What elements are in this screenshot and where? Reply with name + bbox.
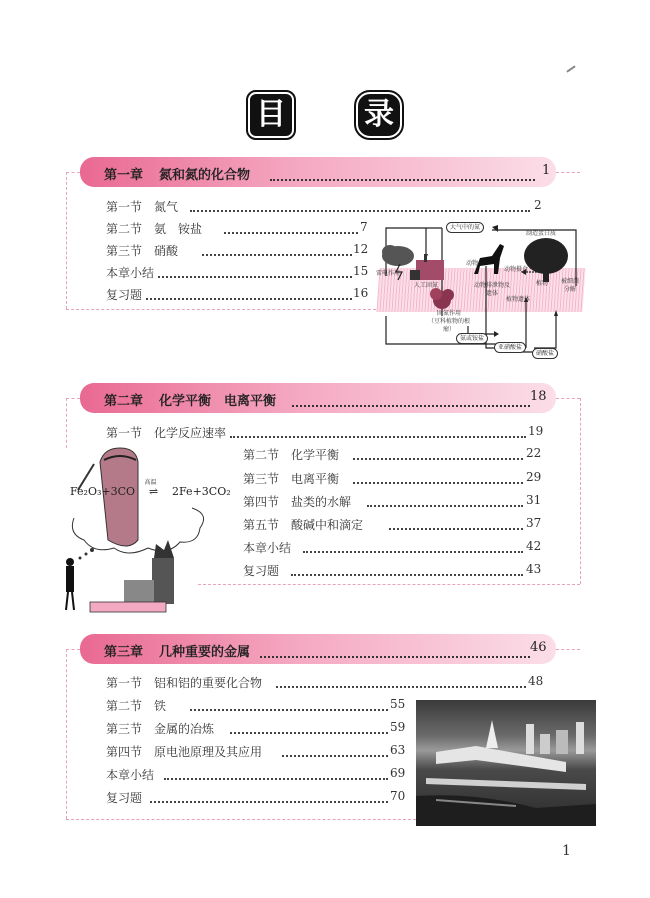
entry-page: 43 bbox=[526, 562, 542, 576]
chapter-page: 18 bbox=[530, 389, 547, 404]
photo-shapes bbox=[416, 700, 596, 826]
chapter-title bbox=[104, 641, 250, 660]
leader-dots bbox=[367, 496, 523, 507]
toc-entry[interactable]: 第二节 化学平衡 22 bbox=[243, 446, 542, 462]
toc-entry[interactable]: 第三节 硝酸 12 bbox=[106, 242, 369, 258]
toc-entry[interactable]: 本章小结 42 bbox=[243, 539, 542, 555]
chapter-name: 氮和氮的化合物 bbox=[159, 168, 251, 183]
label-fixation: 固氮作用 （豆科植物的根瘤） bbox=[427, 310, 470, 333]
leader-dots bbox=[282, 746, 388, 757]
page-number: 1 bbox=[562, 843, 571, 859]
entry-page: 2 bbox=[534, 198, 542, 212]
entry-page: 63 bbox=[390, 743, 406, 757]
entry-page: 29 bbox=[526, 470, 542, 484]
leader-dots bbox=[292, 391, 530, 407]
node-nitrate: 硝酸盐 bbox=[532, 348, 558, 359]
leader-dots bbox=[270, 165, 535, 181]
leader-dots bbox=[303, 542, 523, 553]
chapter-name: 化学平衡 电离平衡 bbox=[159, 394, 277, 409]
leader-dots bbox=[150, 792, 388, 803]
leader-dots bbox=[146, 289, 352, 300]
node-nitrite: 亚硝酸盐 bbox=[494, 342, 526, 353]
entry-page: 37 bbox=[526, 516, 542, 530]
entry-page: 42 bbox=[526, 539, 542, 553]
toc-entry[interactable]: 第一节 铝和铝的重要化合物 48 bbox=[106, 674, 544, 690]
entry-page: 22 bbox=[526, 446, 542, 460]
toc-entry[interactable]: 第四节 原电池原理及其应用 63 bbox=[106, 743, 406, 759]
entry-page: 55 bbox=[390, 697, 406, 711]
chapter-title bbox=[104, 390, 276, 409]
building-photo bbox=[416, 700, 596, 826]
node-atmosphere: 大气中的氮 bbox=[446, 222, 484, 233]
label-lightning: 雷电作用 bbox=[376, 270, 401, 277]
frame-top-left bbox=[66, 649, 80, 650]
entry-page: 31 bbox=[526, 493, 542, 507]
toc-title bbox=[0, 92, 650, 142]
chapter-banner[interactable] bbox=[80, 157, 556, 187]
chapter-page: 46 bbox=[530, 640, 547, 655]
leader-dots bbox=[202, 245, 352, 256]
leader-dots bbox=[190, 201, 530, 212]
leader-dots bbox=[230, 723, 388, 734]
chapter-page: 1 bbox=[542, 163, 551, 178]
label-excreta: 动物排泄物及遗体 bbox=[474, 282, 511, 297]
leader-dots bbox=[260, 642, 530, 658]
leader-dots bbox=[353, 473, 523, 484]
entry-page: 15 bbox=[353, 264, 369, 278]
label-decompose: 被细菌分解 bbox=[560, 278, 579, 293]
label-plant-remains: 植物遗体 bbox=[506, 296, 531, 303]
chemical-equation: Fe₂O₃+3CO 高温 ⇌ 2Fe+3CO₂ bbox=[70, 479, 231, 498]
toc-entry[interactable]: 第二节 氨 铵盐 7 bbox=[106, 220, 368, 236]
toc-entry[interactable]: 第一节 氮气 2 bbox=[106, 198, 542, 214]
chapter-title bbox=[104, 164, 250, 183]
leader-dots bbox=[230, 427, 526, 438]
leader-dots bbox=[164, 769, 388, 780]
toc-entry[interactable]: 第三节 电离平衡 29 bbox=[243, 470, 542, 486]
entry-page: 70 bbox=[390, 789, 406, 803]
title-char-lu: 录 bbox=[356, 92, 402, 138]
cartoon-drawing bbox=[64, 440, 244, 615]
frame-top-left bbox=[66, 398, 80, 399]
blast-furnace-illustration bbox=[64, 440, 244, 615]
chapter-number: 第二章 bbox=[104, 394, 144, 409]
toc-entry[interactable]: 本章小结 69 bbox=[106, 766, 406, 782]
frame-top-right bbox=[556, 649, 580, 650]
frame-top-left bbox=[66, 172, 80, 173]
label-industrial: 人工固氮 bbox=[414, 282, 439, 289]
node-ammonium: 氨或铵盐 bbox=[456, 333, 488, 344]
toc-entry[interactable]: 复习题 70 bbox=[106, 789, 406, 805]
label-animal-intake: 动物摄食 bbox=[504, 266, 529, 273]
chapter-banner[interactable] bbox=[80, 634, 556, 664]
title-char-mu: 目 bbox=[248, 92, 294, 138]
frame-top-right bbox=[556, 172, 580, 173]
toc-entry[interactable]: 复习题 43 bbox=[243, 562, 542, 578]
toc-entry[interactable]: 第一节 化学反应速率 19 bbox=[106, 424, 544, 440]
toc-entry[interactable]: 第五节 酸碱中和滴定 37 bbox=[243, 516, 542, 532]
frame-right bbox=[580, 398, 581, 584]
nitrogen-cycle-diagram bbox=[376, 216, 586, 364]
leader-dots bbox=[389, 519, 523, 530]
frame-bottom bbox=[66, 819, 416, 820]
leader-dots bbox=[158, 267, 352, 278]
leader-dots bbox=[276, 677, 526, 688]
leader-dots bbox=[353, 449, 523, 460]
frame-left bbox=[66, 172, 67, 309]
frame-left bbox=[66, 649, 67, 819]
entry-page: 16 bbox=[353, 286, 369, 300]
entry-page: 69 bbox=[390, 766, 406, 780]
entry-page: 7 bbox=[360, 220, 368, 234]
chapter-number: 第一章 bbox=[104, 168, 144, 183]
toc-entry[interactable]: 第四节 盐类的水解 31 bbox=[243, 493, 542, 509]
toc-entry[interactable]: 本章小结 15 bbox=[106, 264, 369, 280]
entry-page: 48 bbox=[528, 674, 544, 688]
toc-entry[interactable]: 第二节 铁 55 bbox=[106, 697, 406, 713]
entry-page: 59 bbox=[390, 720, 406, 734]
leader-dots bbox=[291, 565, 523, 576]
frame-top-right bbox=[556, 398, 580, 399]
entry-page: 12 bbox=[353, 242, 369, 256]
leader-dots bbox=[224, 223, 358, 234]
label-animal: 动物 bbox=[466, 260, 479, 267]
frame-bottom bbox=[66, 309, 376, 310]
frame-bottom bbox=[198, 584, 580, 585]
label-protein: 制造蛋白质 bbox=[526, 230, 557, 237]
toc-entry[interactable]: 第三节 金属的冶炼 59 bbox=[106, 720, 406, 736]
chapter-number: 第三章 bbox=[104, 645, 144, 660]
leader-dots bbox=[190, 700, 388, 711]
pen-mark bbox=[566, 65, 575, 72]
entry-page: 19 bbox=[528, 424, 544, 438]
label-plant: 植物 bbox=[536, 280, 549, 287]
toc-entry[interactable]: 复习题 16 bbox=[106, 286, 369, 302]
chapter-name: 几种重要的金属 bbox=[159, 645, 251, 660]
chapter-banner[interactable] bbox=[80, 383, 556, 413]
